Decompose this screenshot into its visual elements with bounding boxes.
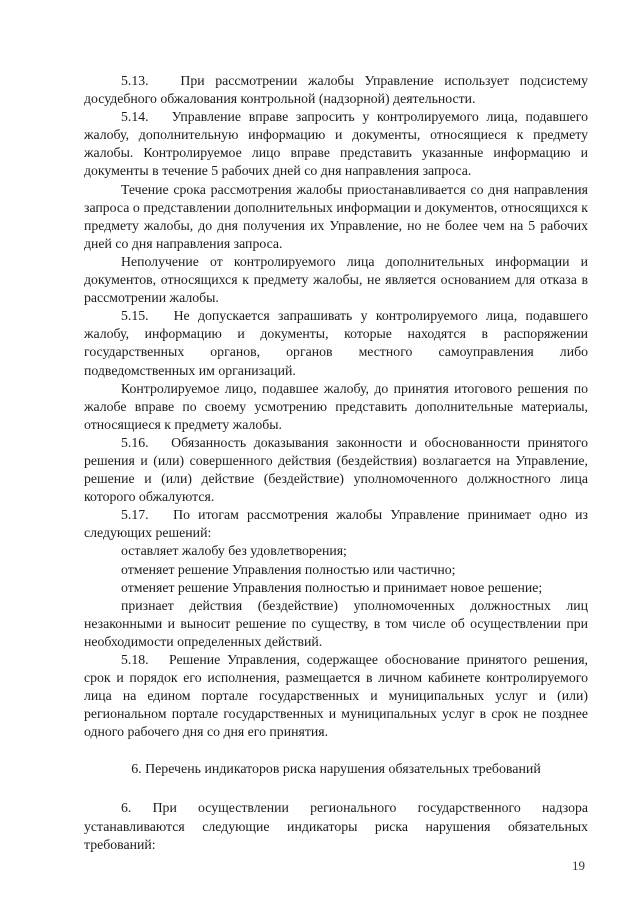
paragraph-5-14-nonreceipt: Неполучение от контролируемого лица дополнительных информации и документов, относящихся к предмету жалобы, не является основанием для отказа в рассмотрении жалобы. (84, 253, 588, 306)
paragraph-5-14-term: Течение срока рассмотрения жалобы приостанавливается со дня направления запроса о представлении дополнительных информации и документов, относящихся к предмету жалобы, до дня получения их Управление, но не более чем на 5 рабочих дней со дня направления запроса. (84, 181, 588, 251)
paragraph-5-13: 5.13. При рассмотрении жалобы Управление использует подсистему досудебного обжалования контрольной (надзорной) деятельности. (84, 73, 588, 107)
paragraph-5-17: 5.17. По итогам рассмотрения жалобы Управление принимает одно из следующих решений: (84, 507, 588, 541)
list-item-5-17-a: оставляет жалобу без удовлетворения; (121, 543, 347, 559)
paragraph-5-15-decision: Контролируемое лицо, подавшее жалобу, до принятия итогового решения по жалобе вправе по своему усмотрению представить дополнительные материалы, относящиеся к предмету жалобы. (84, 380, 588, 432)
list-item-5-17-c: отменяет решение Управления полностью и принимает новое решение; (121, 579, 543, 595)
paragraph-5-16: 5.16. Обязанность доказывания законности и обоснованности принятого решения и (или) совершенного действия (бездействия) возлагается на Управление, решение и (или) действие (бездействие) уполномоченного должностного лица которого обжалуются. (84, 434, 588, 505)
paragraph-5-15: 5.15. Не допускается запрашивать у контролируемого лица, подавшего жалобу, информацию и документы, которые находятся в распоряжении государственных органов, органов местного самоуправления либо подведомственных им организаций. (84, 308, 588, 378)
page-number: 19 (572, 858, 585, 873)
list-item-5-17-b: отменяет решение Управления полностью или частично; (121, 561, 456, 577)
paragraph-5-14: 5.14. Управление вправе запросить у контролируемого лица, подавшего жалобу, дополнительную информацию и документы, относящиеся к предмету жалобы. Контролируемое лицо вправе представить указанные информацию и документы в течение 5 рабочих дней со дня направления запроса. (84, 109, 588, 179)
list-item-5-17-d: признает действия (бездействие) уполномоченных должностных лиц незаконными и выносит решение по существу, в том числе об осуществлении при необходимости определенных действий. (84, 597, 588, 649)
paragraph-6: 6. При осуществлении регионального государственного надзора устанавливаются следующие индикаторы риска нарушения обязательных требований: (84, 800, 588, 852)
section-title: 6. Перечень индикаторов риска нарушения обязательных требований (131, 762, 541, 778)
paragraph-5-18: 5.18. Решение Управления, содержащее обоснование принятого решения, срок и порядок его исполнения, размещается в личном кабинете контролируемого лица на едином портале государственных и муниципальных услуг и (или) региональном портале государственных и муниципальных услуг в срок не позднее одного рабочего дня со дня его принятия. (84, 652, 588, 740)
document-body (84, 72, 588, 854)
